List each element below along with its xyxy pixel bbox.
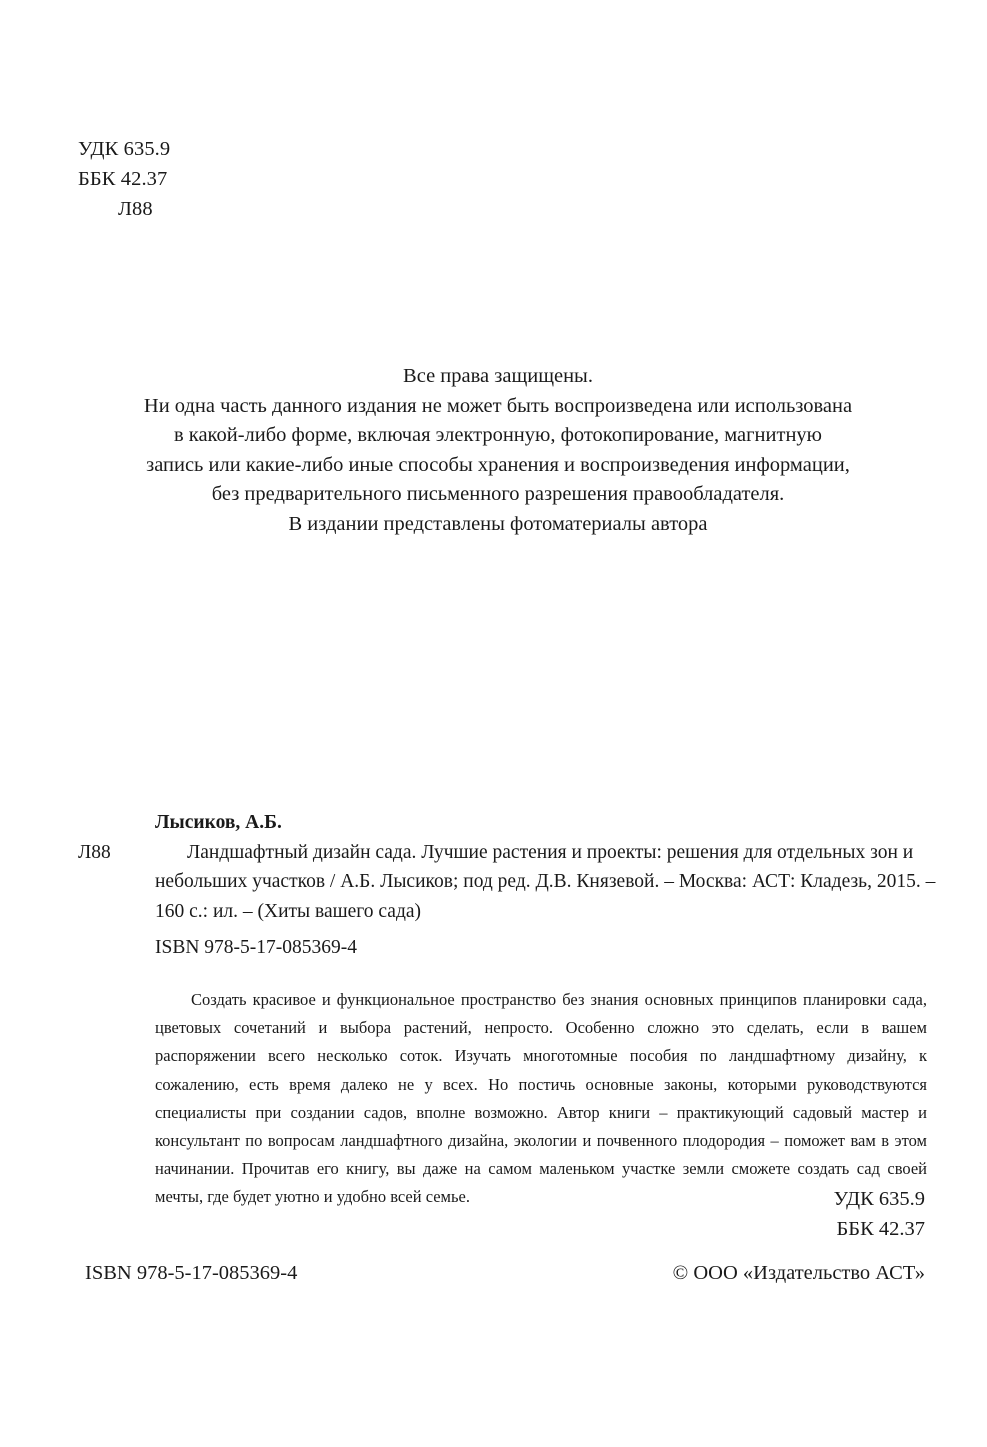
bibliographic-record	[78, 808, 938, 963]
footer-copyright: © ООО «Издательство АСТ»	[672, 1262, 925, 1284]
bbk-code-top: ББК 42.37	[78, 168, 168, 190]
rights-line-4: запись или какие-либо иные способы хранения и воспроизведения информации,	[146, 453, 850, 476]
biblio-sigil: Л88	[78, 841, 111, 863]
biblio-author-name: Лысиков, А.Б.	[155, 812, 282, 833]
author-sigil-top: Л88	[118, 198, 153, 220]
biblio-isbn: ISBN 978-5-17-085369-4	[155, 937, 358, 958]
photo-materials-note: В издании представлены фотоматериалы автора	[288, 513, 708, 535]
classification-codes-top	[78, 134, 170, 224]
footer-isbn: ISBN 978-5-17-085369-4	[85, 1262, 298, 1284]
page-footer	[85, 1258, 925, 1288]
biblio-body	[78, 838, 938, 927]
rights-notice	[98, 362, 898, 510]
rights-line-5: без предварительного письменного разрешения правообладателя.	[211, 483, 785, 505]
bbk-code-bottom: ББК 42.37	[836, 1218, 925, 1240]
udk-code-top: УДК 635.9	[78, 138, 171, 160]
biblio-description: Ландшафтный дизайн сада. Лучшие растения и проекты: решения для отдельных зон и небольших участков / А.Б. Лысиков; под ред. Д.В. Князевой. – Москва: АСТ: Кладезь, 2015. – 160 с.: ил. – (Хиты вашего сада)	[155, 841, 936, 922]
rights-line-3: в какой-либо форме, включая электронную, фотокопирование, магнитную	[174, 424, 822, 446]
rights-line-2: Ни одна часть данного издания не может быть воспроизведена или использована	[143, 394, 853, 417]
book-annotation: Создать красивое и функциональное пространство без знания основных принципов планировки сада, цветовых сочетаний и выбора растений, непросто. Особенно сложно это сделать, если в вашем распоряжении всего несколько соток. Изучать многотомные пособия по ландшафтному дизайну, к сожалению, есть время далеко не у всех. Но постичь основные законы, которыми руководствуются специалисты при создании садов, вполне возможно. Автор книги – практикующий садовый мастер и консультант по вопросам ландшафтного дизайна, экологии и почвенного плодородия – поможет вам в этом начинании. Прочитав его книгу, вы даже на самом маленьком участке земли сможете создать сад своей мечты, где будет уютно и удобно всей семье.	[155, 990, 927, 1207]
classification-codes-bottom	[834, 1184, 925, 1244]
rights-line-1: Все права защищены.	[403, 365, 593, 387]
udk-code-bottom: УДК 635.9	[833, 1188, 925, 1210]
